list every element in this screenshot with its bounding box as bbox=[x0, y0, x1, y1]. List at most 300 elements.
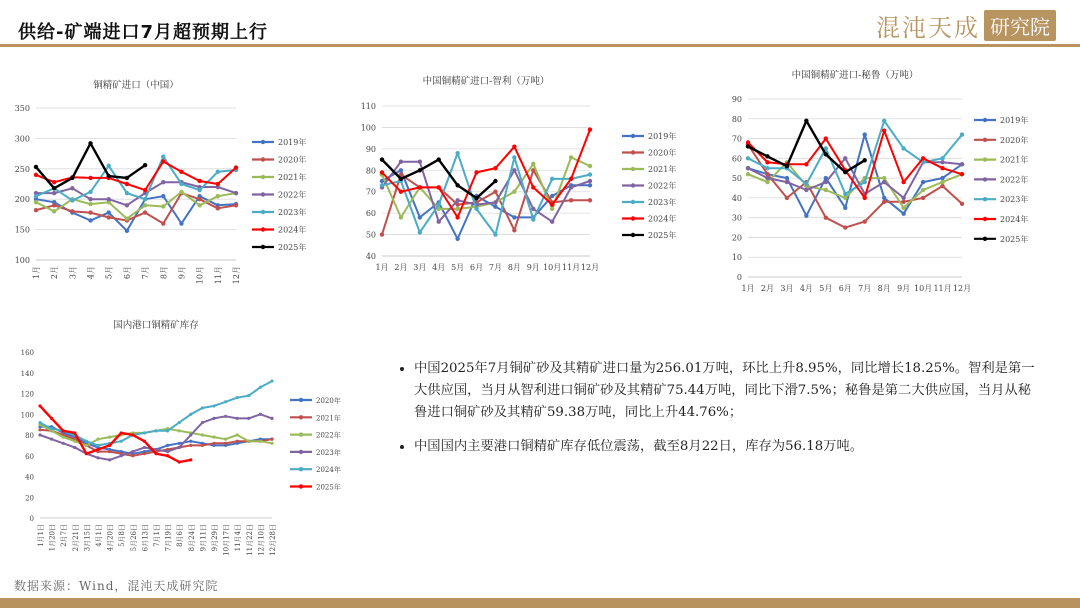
data-point bbox=[216, 170, 220, 174]
data-point bbox=[380, 157, 384, 161]
data-point bbox=[588, 183, 592, 187]
x-tick-label: 8月6日 bbox=[176, 524, 185, 547]
legend-label: 2020年 bbox=[1000, 135, 1029, 145]
x-tick-label: 12月 bbox=[580, 263, 600, 272]
logo-text: 混沌天成 bbox=[876, 14, 980, 42]
data-point bbox=[143, 163, 147, 167]
data-point bbox=[437, 185, 441, 189]
data-point bbox=[960, 202, 964, 206]
data-point bbox=[73, 446, 76, 449]
data-point bbox=[901, 212, 905, 216]
legend-marker bbox=[261, 157, 265, 161]
data-point bbox=[143, 452, 146, 455]
x-tick-label: 9月11日 bbox=[199, 524, 208, 552]
legend-label: 2021年 bbox=[1000, 155, 1029, 165]
data-point bbox=[418, 160, 422, 164]
data-point bbox=[166, 450, 169, 453]
data-point bbox=[399, 215, 403, 219]
data-point bbox=[901, 200, 905, 204]
x-tick-label: 10月 bbox=[543, 263, 562, 272]
legend-marker bbox=[299, 415, 303, 419]
legend-label: 2024年 bbox=[316, 466, 341, 475]
y-tick-label: 80 bbox=[365, 166, 376, 176]
data-point bbox=[960, 162, 964, 166]
logo-box: 研究院 bbox=[984, 10, 1056, 41]
data-point bbox=[588, 164, 592, 168]
x-tick-label: 4月1日 bbox=[95, 524, 103, 547]
data-point bbox=[882, 180, 886, 184]
data-point bbox=[52, 180, 56, 184]
data-point bbox=[531, 217, 535, 221]
x-tick-label: 3月 bbox=[413, 263, 427, 272]
x-tick-label: 8月24日 bbox=[187, 524, 196, 552]
data-point bbox=[108, 435, 111, 438]
data-point bbox=[161, 204, 165, 208]
x-tick-label: 11月 bbox=[933, 284, 952, 293]
x-tick-label: 11月 bbox=[213, 266, 223, 285]
bullet-imports: • 中国2025年7月铜矿砂及其精矿进口量为256.01万吨，环比上升8.95%，同比增长18.25%。智利是第一大供应国，当月从智利进口铜矿砂及其精矿75.44万吨，同比下滑7.5%；秘鲁是第二大供应国，当月从秘鲁进口铜矿砂及其精矿59.38万吨，同比上升44.76%； bbox=[414, 358, 1036, 424]
data-point bbox=[843, 225, 847, 229]
x-tick-label: 6月13日 bbox=[141, 524, 150, 552]
data-point bbox=[178, 429, 181, 432]
data-point bbox=[765, 166, 769, 170]
data-point bbox=[785, 164, 789, 168]
legend-marker bbox=[299, 467, 303, 471]
data-point bbox=[824, 152, 828, 156]
data-point bbox=[746, 166, 750, 170]
data-point bbox=[474, 207, 478, 211]
data-point bbox=[52, 203, 56, 207]
data-point bbox=[843, 192, 847, 196]
data-point bbox=[259, 413, 262, 416]
data-point bbox=[882, 200, 886, 204]
data-point bbox=[550, 202, 554, 206]
x-tick-label: 12月10日 bbox=[257, 524, 266, 556]
data-point bbox=[88, 210, 92, 214]
data-point bbox=[569, 185, 573, 189]
title-divider bbox=[0, 44, 1080, 47]
legend-label: 2020年 bbox=[278, 155, 307, 165]
data-point bbox=[455, 207, 459, 211]
data-point bbox=[380, 170, 384, 174]
data-point bbox=[236, 396, 239, 399]
data-point bbox=[765, 172, 769, 176]
data-point bbox=[863, 219, 867, 223]
data-point bbox=[940, 160, 944, 164]
data-point bbox=[189, 444, 192, 447]
x-tick-label: 6月 bbox=[838, 284, 852, 293]
data-point bbox=[270, 379, 273, 382]
data-point bbox=[247, 417, 250, 420]
data-point bbox=[34, 208, 38, 212]
data-point bbox=[131, 433, 134, 436]
y-tick-label: 40 bbox=[25, 473, 34, 482]
data-point bbox=[270, 438, 273, 441]
data-point bbox=[512, 145, 516, 149]
data-point bbox=[418, 230, 422, 234]
data-point bbox=[178, 421, 181, 424]
y-tick-label: 70 bbox=[731, 134, 742, 144]
data-source: 数据来源：Wind，混沌天成研究院 bbox=[14, 579, 219, 593]
data-point bbox=[843, 196, 847, 200]
data-point bbox=[85, 440, 88, 443]
legend-marker bbox=[261, 245, 265, 249]
data-point bbox=[940, 166, 944, 170]
x-tick-label: 5月26日 bbox=[129, 524, 138, 552]
legend-label: 2020年 bbox=[316, 397, 341, 405]
y-tick-label: 110 bbox=[360, 102, 376, 111]
data-point bbox=[512, 155, 516, 159]
data-point bbox=[179, 182, 183, 186]
data-point bbox=[161, 221, 165, 225]
data-point bbox=[380, 232, 384, 236]
data-point bbox=[107, 197, 111, 201]
data-point bbox=[212, 404, 215, 407]
x-tick-label: 11月 bbox=[561, 263, 581, 272]
data-point bbox=[62, 435, 65, 438]
legend-marker bbox=[261, 175, 265, 179]
y-tick-label: 0 bbox=[736, 273, 742, 282]
legend-label: 2022年 bbox=[1000, 175, 1029, 185]
data-point bbox=[804, 162, 808, 166]
data-point bbox=[107, 215, 111, 219]
data-point bbox=[107, 164, 111, 168]
data-point bbox=[38, 404, 41, 407]
data-point bbox=[85, 452, 88, 455]
data-point bbox=[940, 156, 944, 160]
y-tick-label: 120 bbox=[20, 390, 34, 399]
data-point bbox=[224, 400, 227, 403]
x-tick-label: 2月 bbox=[760, 284, 775, 293]
chart-china-imports bbox=[0, 70, 340, 300]
y-tick-label: 100 bbox=[14, 256, 30, 265]
data-point bbox=[474, 196, 478, 200]
legend-label: 2025年 bbox=[1000, 234, 1029, 244]
data-point bbox=[588, 172, 592, 176]
data-point bbox=[234, 191, 238, 195]
data-point bbox=[50, 438, 53, 441]
data-point bbox=[73, 431, 76, 434]
data-point bbox=[569, 177, 573, 181]
data-point bbox=[399, 160, 403, 164]
data-point bbox=[512, 190, 516, 194]
data-point bbox=[493, 166, 497, 170]
data-point bbox=[785, 196, 789, 200]
data-point bbox=[550, 194, 554, 198]
data-point bbox=[960, 132, 964, 136]
x-tick-label: 3月 bbox=[780, 284, 794, 293]
data-point bbox=[270, 442, 273, 445]
data-point bbox=[437, 202, 441, 206]
y-tick-label: 160 bbox=[20, 349, 34, 357]
data-point bbox=[765, 176, 769, 180]
data-point bbox=[437, 220, 441, 224]
data-point bbox=[843, 206, 847, 210]
data-point bbox=[455, 183, 459, 187]
y-tick-label: 80 bbox=[731, 114, 742, 124]
y-tick-label: 200 bbox=[14, 195, 30, 205]
legend-marker bbox=[631, 150, 635, 154]
legend-label: 2022年 bbox=[278, 190, 307, 200]
legend-label: 2022年 bbox=[316, 431, 341, 440]
y-tick-label: 0 bbox=[29, 515, 34, 523]
data-point bbox=[120, 440, 123, 443]
legend-label: 2021年 bbox=[316, 414, 341, 423]
data-point bbox=[399, 177, 403, 181]
data-point bbox=[70, 176, 74, 180]
data-point bbox=[73, 440, 76, 443]
data-point bbox=[418, 168, 422, 172]
data-point bbox=[418, 185, 422, 189]
x-tick-label: 1月20日 bbox=[48, 524, 57, 552]
legend-label: 2021年 bbox=[278, 173, 307, 182]
data-point bbox=[201, 406, 204, 409]
data-point bbox=[921, 180, 925, 184]
data-point bbox=[70, 186, 74, 190]
data-point bbox=[746, 172, 750, 176]
legend-marker bbox=[299, 432, 303, 436]
data-point bbox=[154, 429, 157, 432]
legend-marker bbox=[983, 237, 987, 241]
data-point bbox=[569, 155, 573, 159]
data-point bbox=[161, 159, 165, 163]
data-point bbox=[70, 209, 74, 213]
legend-label: 2025年 bbox=[648, 231, 677, 240]
y-tick-label: 150 bbox=[14, 225, 30, 235]
legend-label: 2019年 bbox=[1000, 116, 1029, 125]
data-point bbox=[785, 180, 789, 184]
data-point bbox=[236, 417, 239, 420]
data-point bbox=[125, 191, 129, 195]
data-point bbox=[96, 444, 99, 447]
data-point bbox=[216, 194, 220, 198]
legend-marker bbox=[299, 450, 303, 454]
data-point bbox=[247, 440, 250, 443]
legend-label: 2023年 bbox=[1000, 195, 1029, 205]
data-point bbox=[131, 454, 134, 457]
legend-marker bbox=[631, 233, 635, 237]
data-point bbox=[901, 180, 905, 184]
data-point bbox=[550, 207, 554, 211]
data-point bbox=[120, 454, 123, 457]
data-point bbox=[863, 180, 867, 184]
x-tick-label: 8月 bbox=[877, 284, 891, 293]
data-point bbox=[493, 232, 497, 236]
data-point bbox=[52, 186, 56, 190]
x-tick-label: 7月1日 bbox=[153, 524, 161, 547]
x-tick-label: 11月22日 bbox=[245, 524, 254, 556]
data-point bbox=[921, 156, 925, 160]
x-tick-label: 2月 bbox=[394, 263, 408, 272]
data-point bbox=[179, 190, 183, 194]
data-point bbox=[804, 188, 808, 192]
data-point bbox=[96, 456, 99, 459]
chart-svg bbox=[350, 70, 705, 290]
y-tick-label: 50 bbox=[731, 174, 742, 184]
data-point bbox=[178, 446, 181, 449]
data-point bbox=[236, 433, 239, 436]
x-tick-label: 8月 bbox=[507, 263, 521, 272]
chart-title: 铜精矿进口（中国） bbox=[93, 80, 179, 91]
x-tick-label: 10月 bbox=[913, 284, 933, 293]
data-point bbox=[189, 440, 192, 443]
data-point bbox=[843, 170, 847, 174]
chart-title: 国内港口铜精矿库存 bbox=[113, 320, 199, 331]
x-tick-label: 9月29日 bbox=[211, 524, 219, 552]
legend-marker bbox=[261, 192, 265, 196]
data-point bbox=[960, 172, 964, 176]
x-tick-label: 5月 bbox=[819, 284, 833, 293]
data-point bbox=[161, 180, 165, 184]
data-point bbox=[493, 179, 497, 183]
data-point bbox=[765, 154, 769, 158]
legend-marker bbox=[631, 134, 635, 138]
data-point bbox=[88, 202, 92, 206]
x-tick-label: 3月 bbox=[68, 266, 78, 280]
data-point bbox=[143, 440, 146, 443]
x-tick-label: 11月4日 bbox=[234, 524, 243, 552]
data-point bbox=[120, 431, 123, 434]
legend-marker bbox=[631, 183, 635, 187]
data-point bbox=[38, 421, 41, 424]
data-point bbox=[843, 156, 847, 160]
x-tick-label: 2月7日 bbox=[60, 524, 69, 547]
data-point bbox=[143, 197, 147, 201]
legend-marker bbox=[631, 167, 635, 171]
data-point bbox=[940, 184, 944, 188]
data-point bbox=[259, 440, 262, 443]
y-tick-label: 60 bbox=[25, 452, 34, 461]
data-point bbox=[921, 196, 925, 200]
data-point bbox=[901, 206, 905, 210]
data-point bbox=[201, 433, 204, 436]
data-point bbox=[418, 215, 422, 219]
data-point bbox=[921, 188, 925, 192]
data-point bbox=[512, 228, 516, 232]
data-point bbox=[143, 188, 147, 192]
data-point bbox=[125, 216, 129, 220]
x-tick-label: 12月28日 bbox=[269, 524, 277, 556]
y-tick-label: 60 bbox=[365, 209, 376, 219]
data-point bbox=[804, 119, 808, 123]
series-line-2023年 bbox=[382, 153, 590, 235]
data-point bbox=[96, 448, 99, 451]
legend-marker bbox=[983, 177, 987, 181]
legend-label: 2019年 bbox=[278, 138, 307, 147]
data-point bbox=[882, 176, 886, 180]
series-line-2020年 bbox=[748, 145, 962, 228]
data-point bbox=[247, 394, 250, 397]
legend-marker bbox=[261, 227, 265, 231]
data-point bbox=[212, 417, 215, 420]
data-point bbox=[143, 210, 147, 214]
legend-label: 2024年 bbox=[1000, 215, 1029, 224]
data-point bbox=[863, 132, 867, 136]
chart-port-inventory bbox=[0, 318, 345, 578]
y-tick-label: 30 bbox=[731, 213, 742, 223]
data-point bbox=[62, 442, 65, 445]
x-tick-label: 3月15日 bbox=[83, 524, 92, 552]
data-point bbox=[236, 440, 239, 443]
data-point bbox=[882, 119, 886, 123]
data-point bbox=[550, 220, 554, 224]
data-point bbox=[399, 190, 403, 194]
data-point bbox=[131, 450, 134, 453]
data-point bbox=[569, 198, 573, 202]
series-line-2020年 bbox=[36, 193, 236, 223]
x-tick-label: 7月 bbox=[858, 284, 872, 293]
data-point bbox=[108, 458, 111, 461]
y-tick-label: 100 bbox=[20, 411, 34, 420]
x-tick-label: 7月 bbox=[488, 263, 503, 272]
x-tick-label: 6月 bbox=[469, 263, 484, 272]
data-point bbox=[455, 215, 459, 219]
y-tick-label: 90 bbox=[365, 144, 376, 154]
legend-label: 2025年 bbox=[278, 243, 307, 252]
y-tick-label: 350 bbox=[14, 104, 30, 113]
data-point bbox=[455, 237, 459, 241]
data-point bbox=[493, 205, 497, 209]
data-point bbox=[62, 429, 65, 432]
chart-chile-imports bbox=[350, 70, 705, 290]
data-point bbox=[863, 158, 867, 162]
legend-label: 2025年 bbox=[316, 483, 341, 492]
data-point bbox=[588, 179, 592, 183]
legend-label: 2024年 bbox=[648, 214, 677, 224]
data-point bbox=[154, 448, 157, 451]
data-point bbox=[34, 165, 38, 169]
data-point bbox=[197, 203, 201, 207]
data-point bbox=[380, 183, 384, 187]
data-point bbox=[178, 442, 181, 445]
data-point bbox=[512, 168, 516, 172]
chart-svg bbox=[0, 70, 340, 300]
x-tick-label: 5月 bbox=[104, 266, 114, 280]
series-line-2024年 bbox=[36, 162, 236, 191]
data-point bbox=[201, 421, 204, 424]
data-point bbox=[437, 157, 441, 161]
data-point bbox=[197, 197, 201, 201]
data-point bbox=[399, 168, 403, 172]
data-point bbox=[70, 198, 74, 202]
data-point bbox=[201, 444, 204, 447]
chart-title: 中国铜精矿进口-秘鲁（万吨） bbox=[791, 70, 919, 81]
x-tick-label: 1月 bbox=[375, 263, 389, 272]
data-point bbox=[125, 203, 129, 207]
data-point bbox=[88, 218, 92, 222]
data-point bbox=[143, 431, 146, 434]
x-tick-label: 7月19日 bbox=[164, 524, 173, 552]
chart-peru-imports bbox=[712, 66, 1029, 296]
page-title: 供给-矿端进口7月超预期上行 bbox=[18, 22, 268, 43]
x-tick-label: 8月 bbox=[159, 266, 169, 280]
legend-marker bbox=[983, 157, 987, 161]
data-point bbox=[531, 207, 535, 211]
x-tick-label: 2月21日 bbox=[71, 524, 80, 552]
y-tick-label: 100 bbox=[360, 123, 376, 133]
data-point bbox=[746, 156, 750, 160]
y-tick-label: 60 bbox=[731, 154, 742, 164]
x-tick-label: 5月8日 bbox=[118, 524, 127, 547]
data-point bbox=[940, 176, 944, 180]
legend-label: 2024年 bbox=[278, 225, 307, 235]
data-point bbox=[493, 190, 497, 194]
data-point bbox=[234, 165, 238, 169]
data-point bbox=[224, 442, 227, 445]
data-point bbox=[765, 160, 769, 164]
data-point bbox=[270, 417, 273, 420]
x-tick-label: 4月 bbox=[86, 266, 96, 280]
